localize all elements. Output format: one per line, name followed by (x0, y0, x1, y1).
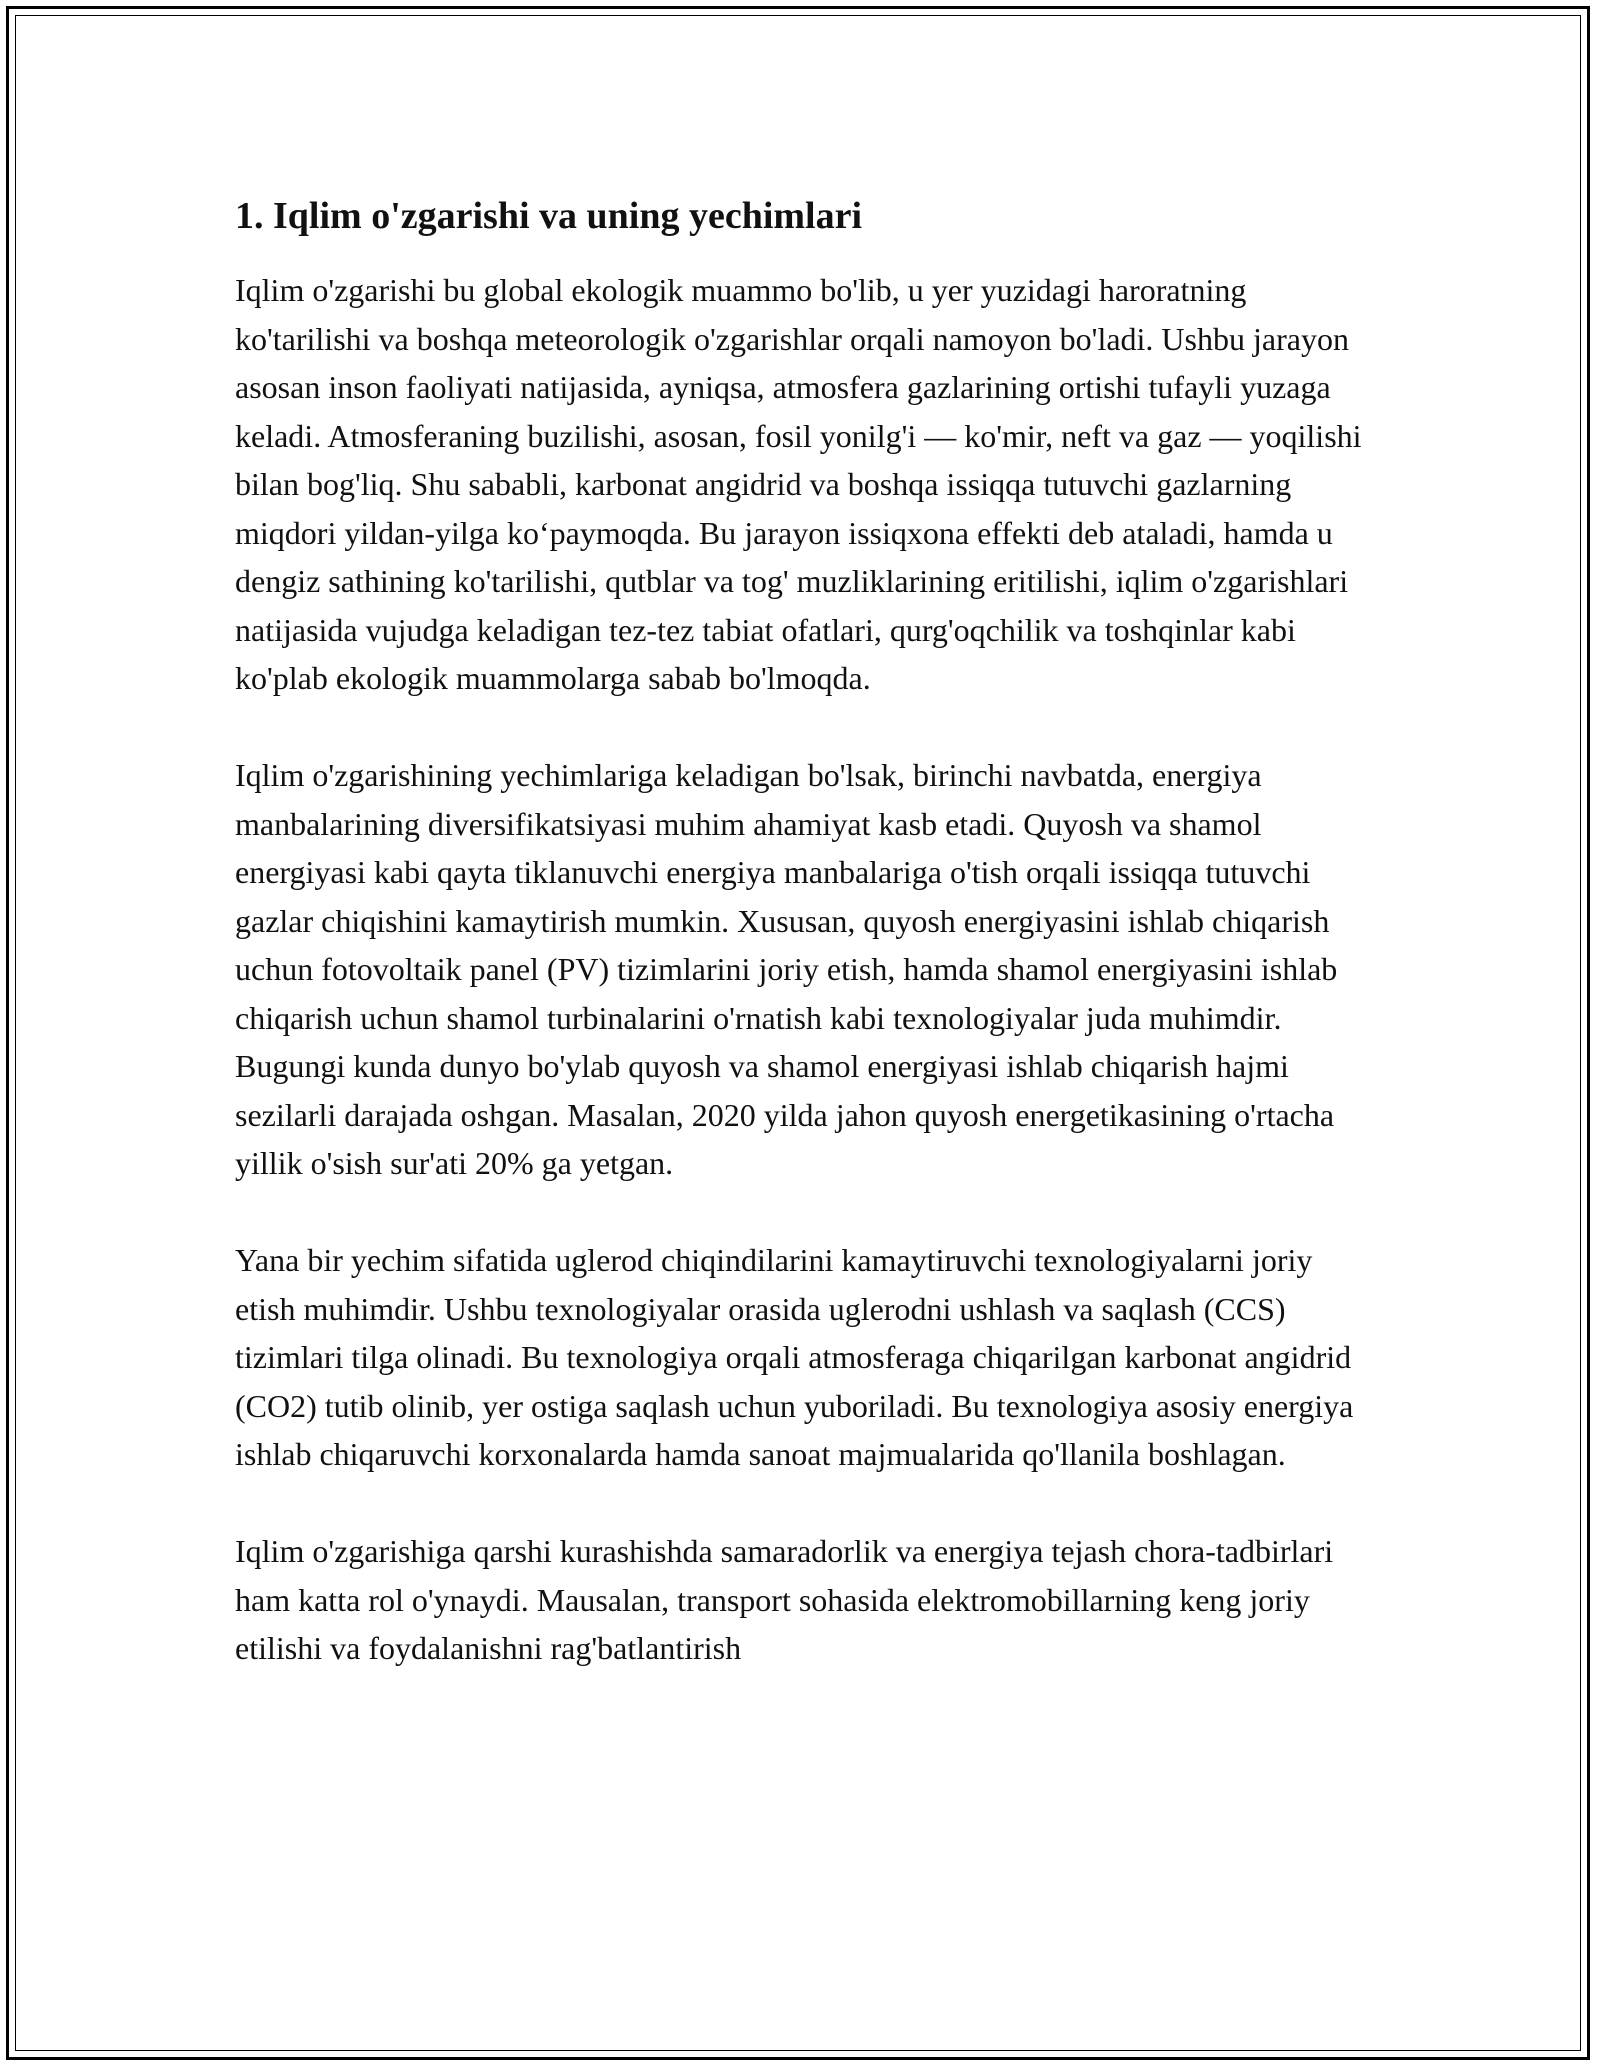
section-title: 1. Iqlim o'zgarishi va uning yechimlari (235, 195, 863, 237)
document-body (235, 188, 1375, 1721)
paragraph-3: Yana bir yechim sifatida uglerod chiqindilarini kamaytiruvchi texnologiyalarni joriy etish muhimdir. Ushbu texnologiyalar orasida uglerodni ushlash va saqlash (CCS) tizimlari tilga olinadi. Bu texnologiya orqali atmosferaga chiqarilgan karbonat angidrid (CO2) tutib olinib, yer ostiga saqlash uchun yuboriladi. Bu texnologiya asosiy energiya ishlab chiqaruvchi korxonalarda hamda sanoat majmualarida qo'llanila boshlagan. (235, 1242, 1354, 1472)
paragraph-2: Iqlim o'zgarishining yechimlariga keladigan bo'lsak, birinchi navbatda, energiya manbalarining diversifikatsiyasi muhim ahamiyat kasb etadi. Quyosh va shamol energiyasi kabi qayta tiklanuvchi energiya manbalariga o'tish orqali issiqqa tutuvchi gazlar chiqishini kamaytirish mumkin. Xususan, quyosh energiyasini ishlab chiqarish uchun fotovoltaik panel (PV) tizimlarini joriy etish, hamda shamol energiyasini ishlab chiqarish uchun shamol turbinalarini o'rnatish kabi texnologiyalar juda muhimdir. Bugungi kunda dunyo bo'ylab quyosh va shamol energiyasi ishlab chiqarish hajmi sezilarli darajada oshgan. Masalan, 2020 yilda jahon quyosh energetikasining o'rtacha yillik o'sish sur'ati 20% ga yetgan. (235, 757, 1338, 1181)
paragraph-4: Iqlim o'zgarishiga qarshi kurashishda samaradorlik va energiya tejash chora-tadbirlari ham katta rol o'ynaydi. Mausalan, transport sohasida elektromobillarning keng joriy etilishi va foydalanishni rag'batlantirish (235, 1533, 1334, 1666)
paragraph-1: Iqlim o'zgarishi bu global ekologik muammo bo'lib, u yer yuzidagi haroratning ko'tarilishi va boshqa meteorologik o'zgarishlar orqali namoyon bo'ladi. Ushbu jarayon asosan inson faoliyati natijasida, ayniqsa, atmosfera gazlarining ortishi tufayli yuzaga keladi. Atmosferaning buzilishi, asosan, fosil yonilg'i — ko'mir, neft va gaz — yoqilishi bilan bog'liq. Shu sababli, karbonat angidrid va boshqa issiqqa tutuvchi gazlarning miqdori yildan-yilga ko‘paymoqda. Bu jarayon issiqxona effekti deb ataladi, hamda u dengiz sathining ko'tarilishi, qutblar va tog' muzliklarining eritilishi, iqlim o'zgarishlari natijasida vujudga keladigan tez-tez tabiat ofatlari, qurg'oqchilik va toshqinlar kabi ko'plab ekologik muammolarga sabab bo'lmoqda. (235, 272, 1362, 696)
